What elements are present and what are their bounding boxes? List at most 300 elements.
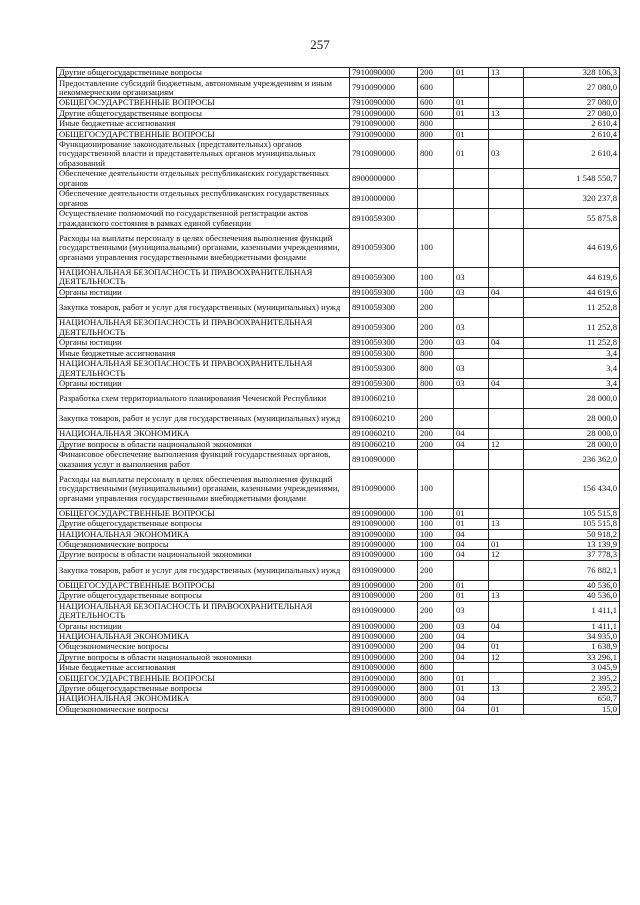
item-name-cell: Расходы на выплаты персоналу в целях обеспечения выполнения функций государственными (муниципальными) органами, казенными учреждениями, органами управления государственными внебюджетными фондами xyxy=(57,229,350,268)
table-row xyxy=(57,267,620,287)
expense-type-code-cell: 200 xyxy=(418,68,454,78)
expense-type-code-cell: 200 xyxy=(418,409,454,429)
section-code-cell: 03 xyxy=(454,287,489,297)
item-name-cell: Органы юстиции xyxy=(57,379,350,389)
amount-cell: 2 395,2 xyxy=(524,683,620,693)
subsection-code-cell xyxy=(489,601,524,621)
amount-cell: 3,4 xyxy=(524,348,620,358)
subsection-code-cell xyxy=(489,169,524,189)
page-number: 257 xyxy=(310,37,330,52)
section-code-cell: 01 xyxy=(454,508,489,518)
item-name-cell: ОБЩЕГОСУДАРСТВЕННЫЕ ВОПРОСЫ xyxy=(57,673,350,683)
table-row xyxy=(57,139,620,168)
target-article-code-cell: 8910059300 xyxy=(350,267,418,287)
expense-type-code-cell: 100 xyxy=(418,470,454,509)
expense-type-code-cell: 200 xyxy=(418,298,454,318)
subsection-code-cell: 04 xyxy=(489,338,524,348)
subsection-code-cell xyxy=(489,470,524,509)
section-code-cell xyxy=(454,298,489,318)
subsection-code-cell: 13 xyxy=(489,683,524,693)
amount-cell: 40 536,0 xyxy=(524,580,620,590)
item-name-cell: Иные бюджетные ассигнования xyxy=(57,119,350,129)
section-code-cell: 04 xyxy=(454,439,489,449)
expense-type-code-cell: 600 xyxy=(418,78,454,98)
table-row xyxy=(57,683,620,693)
target-article-code-cell: 8910060210 xyxy=(350,429,418,439)
target-article-code-cell: 8910059300 xyxy=(350,338,418,348)
section-code-cell: 03 xyxy=(454,338,489,348)
section-code-cell xyxy=(454,119,489,129)
expense-type-code-cell xyxy=(418,450,454,470)
item-name-cell: Другие общегосударственные вопросы xyxy=(57,683,350,693)
target-article-code-cell: 7910090000 xyxy=(350,68,418,78)
section-code-cell: 01 xyxy=(454,68,489,78)
table-row xyxy=(57,704,620,714)
table-row xyxy=(57,189,620,209)
subsection-code-cell xyxy=(489,560,524,580)
item-name-cell: НАЦИОНАЛЬНАЯ ЭКОНОМИКА xyxy=(57,631,350,641)
table-row xyxy=(57,318,620,338)
section-code-cell: 01 xyxy=(454,98,489,108)
table-row xyxy=(57,78,620,98)
item-name-cell: Закупка товаров, работ и услуг для государственных (муниципальных) нужд xyxy=(57,409,350,429)
budget-table-body xyxy=(57,68,620,715)
expense-type-code-cell: 200 xyxy=(418,642,454,652)
section-code-cell: 04 xyxy=(454,642,489,652)
expense-type-code-cell: 200 xyxy=(418,621,454,631)
expense-type-code-cell: 800 xyxy=(418,673,454,683)
amount-cell: 50 918,2 xyxy=(524,529,620,539)
section-code-cell: 03 xyxy=(454,379,489,389)
amount-cell: 28 000,0 xyxy=(524,389,620,409)
amount-cell: 328 106,3 xyxy=(524,68,620,78)
expense-type-code-cell: 100 xyxy=(418,508,454,518)
table-row xyxy=(57,673,620,683)
section-code-cell: 04 xyxy=(454,694,489,704)
subsection-code-cell xyxy=(489,694,524,704)
subsection-code-cell: 12 xyxy=(489,439,524,449)
subsection-code-cell: 13 xyxy=(489,108,524,118)
target-article-code-cell: 7910090000 xyxy=(350,108,418,118)
target-article-code-cell: 8910090000 xyxy=(350,621,418,631)
subsection-code-cell xyxy=(489,663,524,673)
section-code-cell: 03 xyxy=(454,359,489,379)
target-article-code-cell: 8910000000 xyxy=(350,189,418,209)
amount-cell: 15,0 xyxy=(524,704,620,714)
expense-type-code-cell: 200 xyxy=(418,429,454,439)
table-row xyxy=(57,169,620,189)
subsection-code-cell: 04 xyxy=(489,621,524,631)
section-code-cell: 01 xyxy=(454,139,489,168)
expense-type-code-cell: 800 xyxy=(418,694,454,704)
table-row xyxy=(57,529,620,539)
section-code-cell: 03 xyxy=(454,267,489,287)
amount-cell: 28 000,0 xyxy=(524,439,620,449)
amount-cell: 236 362,0 xyxy=(524,450,620,470)
table-row xyxy=(57,338,620,348)
amount-cell: 27 080,0 xyxy=(524,108,620,118)
item-name-cell: НАЦИОНАЛЬНАЯ БЕЗОПАСНОСТЬ И ПРАВООХРАНИТЕЛЬНАЯ ДЕЯТЕЛЬНОСТЬ xyxy=(57,318,350,338)
table-row xyxy=(57,631,620,641)
amount-cell: 11 252,8 xyxy=(524,318,620,338)
amount-cell: 11 252,8 xyxy=(524,298,620,318)
subsection-code-cell xyxy=(489,78,524,98)
budget-table xyxy=(56,67,620,715)
amount-cell: 320 237,8 xyxy=(524,189,620,209)
target-article-code-cell: 8910059300 xyxy=(350,287,418,297)
item-name-cell: НАЦИОНАЛЬНАЯ ЭКОНОМИКА xyxy=(57,529,350,539)
target-article-code-cell: 8910090000 xyxy=(350,663,418,673)
subsection-code-cell xyxy=(489,580,524,590)
item-name-cell: Общеэкономические вопросы xyxy=(57,642,350,652)
table-row xyxy=(57,348,620,358)
table-row xyxy=(57,68,620,78)
section-code-cell: 01 xyxy=(454,108,489,118)
table-row xyxy=(57,642,620,652)
item-name-cell: Иные бюджетные ассигнования xyxy=(57,663,350,673)
expense-type-code-cell: 100 xyxy=(418,287,454,297)
amount-cell: 3,4 xyxy=(524,379,620,389)
subsection-code-cell xyxy=(489,673,524,683)
expense-type-code-cell: 800 xyxy=(418,119,454,129)
table-row xyxy=(57,550,620,560)
amount-cell: 1 411,1 xyxy=(524,621,620,631)
target-article-code-cell: 7910090000 xyxy=(350,129,418,139)
subsection-code-cell: 03 xyxy=(489,139,524,168)
target-article-code-cell: 8910090000 xyxy=(350,704,418,714)
section-code-cell: 04 xyxy=(454,631,489,641)
subsection-code-cell xyxy=(489,429,524,439)
table-row xyxy=(57,98,620,108)
subsection-code-cell: 04 xyxy=(489,287,524,297)
item-name-cell: Функционирование законодательных (представительных) органов государственной власти и представительных органов муниципальных образований xyxy=(57,139,350,168)
item-name-cell: Разработка схем территориального планирования Чеченской Республики xyxy=(57,389,350,409)
section-code-cell xyxy=(454,560,489,580)
item-name-cell: Обеспечение деятельности отдельных республиканских государственных органов xyxy=(57,169,350,189)
subsection-code-cell: 01 xyxy=(489,704,524,714)
expense-type-code-cell: 800 xyxy=(418,129,454,139)
expense-type-code-cell xyxy=(418,389,454,409)
subsection-code-cell xyxy=(489,348,524,358)
expense-type-code-cell: 200 xyxy=(418,601,454,621)
target-article-code-cell: 8910090000 xyxy=(350,450,418,470)
target-article-code-cell: 8910090000 xyxy=(350,470,418,509)
target-article-code-cell: 8910090000 xyxy=(350,652,418,662)
target-article-code-cell: 7910090000 xyxy=(350,139,418,168)
target-article-code-cell: 8910090000 xyxy=(350,519,418,529)
item-name-cell: Другие общегосударственные вопросы xyxy=(57,591,350,601)
expense-type-code-cell: 200 xyxy=(418,591,454,601)
amount-cell: 34 935,0 xyxy=(524,631,620,641)
expense-type-code-cell: 800 xyxy=(418,359,454,379)
table-row xyxy=(57,470,620,509)
table-row xyxy=(57,229,620,268)
amount-cell: 40 536,0 xyxy=(524,591,620,601)
section-code-cell: 03 xyxy=(454,621,489,631)
item-name-cell: НАЦИОНАЛЬНАЯ БЕЗОПАСНОСТЬ И ПРАВООХРАНИТЕЛЬНАЯ ДЕЯТЕЛЬНОСТЬ xyxy=(57,267,350,287)
expense-type-code-cell xyxy=(418,169,454,189)
subsection-code-cell xyxy=(489,409,524,429)
table-row xyxy=(57,450,620,470)
item-name-cell: Обеспечение деятельности отдельных республиканских государственных органов xyxy=(57,189,350,209)
target-article-code-cell: 7910090000 xyxy=(350,98,418,108)
subsection-code-cell xyxy=(489,267,524,287)
item-name-cell: Осуществление полномочий по государственной регистрации актов гражданского состояния в рамках единой субвенции xyxy=(57,209,350,229)
amount-cell: 27 080,0 xyxy=(524,98,620,108)
item-name-cell: Закупка товаров, работ и услуг для государственных (муниципальных) нужд xyxy=(57,298,350,318)
target-article-code-cell: 8900000000 xyxy=(350,169,418,189)
subsection-code-cell: 12 xyxy=(489,550,524,560)
amount-cell: 55 875,8 xyxy=(524,209,620,229)
subsection-code-cell xyxy=(489,119,524,129)
table-row xyxy=(57,519,620,529)
table-row xyxy=(57,209,620,229)
table-row xyxy=(57,389,620,409)
table-row xyxy=(57,694,620,704)
table-row xyxy=(57,652,620,662)
table-row xyxy=(57,591,620,601)
subsection-code-cell xyxy=(489,359,524,379)
expense-type-code-cell: 600 xyxy=(418,98,454,108)
item-name-cell: Другие вопросы в области национальной экономики xyxy=(57,652,350,662)
amount-cell: 13 139,9 xyxy=(524,539,620,549)
item-name-cell: Органы юстиции xyxy=(57,338,350,348)
table-row xyxy=(57,560,620,580)
section-code-cell xyxy=(454,78,489,98)
amount-cell: 105 515,8 xyxy=(524,519,620,529)
subsection-code-cell: 13 xyxy=(489,519,524,529)
item-name-cell: Предоставление субсидий бюджетным, автономным учреждениям и иным некоммерческим организациям xyxy=(57,78,350,98)
table-row xyxy=(57,621,620,631)
expense-type-code-cell: 100 xyxy=(418,519,454,529)
expense-type-code-cell: 800 xyxy=(418,379,454,389)
item-name-cell: НАЦИОНАЛЬНАЯ ЭКОНОМИКА xyxy=(57,694,350,704)
subsection-code-cell xyxy=(489,209,524,229)
target-article-code-cell: 8910060210 xyxy=(350,409,418,429)
target-article-code-cell: 8910090000 xyxy=(350,529,418,539)
table-row xyxy=(57,119,620,129)
section-code-cell: 01 xyxy=(454,683,489,693)
target-article-code-cell: 8910090000 xyxy=(350,560,418,580)
table-row xyxy=(57,580,620,590)
amount-cell: 37 778,3 xyxy=(524,550,620,560)
section-code-cell: 04 xyxy=(454,550,489,560)
table-row xyxy=(57,508,620,518)
section-code-cell: 03 xyxy=(454,318,489,338)
section-code-cell: 04 xyxy=(454,429,489,439)
amount-cell: 3 045,9 xyxy=(524,663,620,673)
subsection-code-cell xyxy=(489,631,524,641)
subsection-code-cell xyxy=(489,508,524,518)
section-code-cell: 01 xyxy=(454,580,489,590)
item-name-cell: Иные бюджетные ассигнования xyxy=(57,348,350,358)
expense-type-code-cell: 800 xyxy=(418,704,454,714)
subsection-code-cell xyxy=(489,189,524,209)
item-name-cell: Другие вопросы в области национальной экономики xyxy=(57,439,350,449)
subsection-code-cell xyxy=(489,450,524,470)
section-code-cell xyxy=(454,209,489,229)
section-code-cell xyxy=(454,470,489,509)
target-article-code-cell: 8910090000 xyxy=(350,508,418,518)
section-code-cell: 01 xyxy=(454,591,489,601)
section-code-cell xyxy=(454,663,489,673)
section-code-cell xyxy=(454,348,489,358)
expense-type-code-cell: 800 xyxy=(418,139,454,168)
section-code-cell xyxy=(454,389,489,409)
table-row xyxy=(57,409,620,429)
expense-type-code-cell xyxy=(418,189,454,209)
item-name-cell: Расходы на выплаты персоналу в целях обеспечения выполнения функций государственными (муниципальными) органами, казенными учреждениями, органами управления государственными внебюджетными фондами xyxy=(57,470,350,509)
subsection-code-cell xyxy=(489,529,524,539)
section-code-cell xyxy=(454,169,489,189)
amount-cell: 2 610,4 xyxy=(524,119,620,129)
item-name-cell: Общеэкономические вопросы xyxy=(57,704,350,714)
section-code-cell: 04 xyxy=(454,652,489,662)
expense-type-code-cell: 800 xyxy=(418,683,454,693)
amount-cell: 28 000,0 xyxy=(524,409,620,429)
target-article-code-cell: 8910059300 xyxy=(350,229,418,268)
subsection-code-cell: 12 xyxy=(489,652,524,662)
amount-cell: 156 434,0 xyxy=(524,470,620,509)
table-row xyxy=(57,359,620,379)
item-name-cell: ОБЩЕГОСУДАРСТВЕННЫЕ ВОПРОСЫ xyxy=(57,508,350,518)
target-article-code-cell: 8910090000 xyxy=(350,539,418,549)
amount-cell: 3,4 xyxy=(524,359,620,379)
amount-cell: 44 619,6 xyxy=(524,287,620,297)
item-name-cell: НАЦИОНАЛЬНАЯ ЭКОНОМИКА xyxy=(57,429,350,439)
amount-cell: 1 548 550,7 xyxy=(524,169,620,189)
item-name-cell: Другие общегосударственные вопросы xyxy=(57,519,350,529)
section-code-cell: 04 xyxy=(454,529,489,539)
item-name-cell: Другие общегосударственные вопросы xyxy=(57,68,350,78)
subsection-code-cell xyxy=(489,129,524,139)
amount-cell: 44 619,6 xyxy=(524,229,620,268)
subsection-code-cell xyxy=(489,318,524,338)
expense-type-code-cell: 200 xyxy=(418,318,454,338)
amount-cell: 76 882,1 xyxy=(524,560,620,580)
target-article-code-cell: 8910060210 xyxy=(350,389,418,409)
section-code-cell: 01 xyxy=(454,519,489,529)
expense-type-code-cell: 200 xyxy=(418,631,454,641)
target-article-code-cell: 8910090000 xyxy=(350,673,418,683)
target-article-code-cell: 8910059300 xyxy=(350,318,418,338)
target-article-code-cell: 8910090000 xyxy=(350,591,418,601)
target-article-code-cell: 8910059300 xyxy=(350,348,418,358)
amount-cell: 105 515,8 xyxy=(524,508,620,518)
section-code-cell: 04 xyxy=(454,539,489,549)
subsection-code-cell xyxy=(489,389,524,409)
expense-type-code-cell: 200 xyxy=(418,560,454,580)
expense-type-code-cell: 200 xyxy=(418,652,454,662)
expense-type-code-cell: 100 xyxy=(418,550,454,560)
item-name-cell: Общеэкономические вопросы xyxy=(57,539,350,549)
target-article-code-cell: 8910060210 xyxy=(350,439,418,449)
subsection-code-cell xyxy=(489,229,524,268)
subsection-code-cell: 01 xyxy=(489,642,524,652)
table-row xyxy=(57,129,620,139)
expense-type-code-cell: 800 xyxy=(418,348,454,358)
table-row xyxy=(57,601,620,621)
subsection-code-cell: 13 xyxy=(489,68,524,78)
amount-cell: 650,7 xyxy=(524,694,620,704)
subsection-code-cell xyxy=(489,98,524,108)
section-code-cell: 03 xyxy=(454,601,489,621)
expense-type-code-cell: 200 xyxy=(418,439,454,449)
target-article-code-cell: 8910090000 xyxy=(350,642,418,652)
item-name-cell: ОБЩЕГОСУДАРСТВЕННЫЕ ВОПРОСЫ xyxy=(57,98,350,108)
amount-cell: 33 296,1 xyxy=(524,652,620,662)
table-row xyxy=(57,108,620,118)
target-article-code-cell: 8910090000 xyxy=(350,694,418,704)
subsection-code-cell xyxy=(489,298,524,318)
expense-type-code-cell: 200 xyxy=(418,338,454,348)
amount-cell: 2 610,4 xyxy=(524,129,620,139)
target-article-code-cell: 8910059300 xyxy=(350,379,418,389)
amount-cell: 28 000,0 xyxy=(524,429,620,439)
subsection-code-cell: 13 xyxy=(489,591,524,601)
amount-cell: 2 610,4 xyxy=(524,139,620,168)
item-name-cell: ОБЩЕГОСУДАРСТВЕННЫЕ ВОПРОСЫ xyxy=(57,129,350,139)
target-article-code-cell: 7910090000 xyxy=(350,119,418,129)
expense-type-code-cell: 100 xyxy=(418,529,454,539)
item-name-cell: Органы юстиции xyxy=(57,621,350,631)
target-article-code-cell: 8910090000 xyxy=(350,550,418,560)
target-article-code-cell: 8910059300 xyxy=(350,359,418,379)
target-article-code-cell: 8910090000 xyxy=(350,580,418,590)
section-code-cell: 01 xyxy=(454,129,489,139)
target-article-code-cell: 7910090000 xyxy=(350,78,418,98)
amount-cell: 44 619,6 xyxy=(524,267,620,287)
item-name-cell: Финансовое обеспечение выполнения функций государственных органов, оказания услуг и выполнения работ xyxy=(57,450,350,470)
target-article-code-cell: 8910059300 xyxy=(350,209,418,229)
table-row xyxy=(57,663,620,673)
target-article-code-cell: 8910090000 xyxy=(350,631,418,641)
amount-cell: 11 252,8 xyxy=(524,338,620,348)
section-code-cell: 04 xyxy=(454,704,489,714)
item-name-cell: Органы юстиции xyxy=(57,287,350,297)
expense-type-code-cell: 600 xyxy=(418,108,454,118)
expense-type-code-cell: 100 xyxy=(418,539,454,549)
item-name-cell: Другие общегосударственные вопросы xyxy=(57,108,350,118)
item-name-cell: ОБЩЕГОСУДАРСТВЕННЫЕ ВОПРОСЫ xyxy=(57,580,350,590)
table-row xyxy=(57,439,620,449)
expense-type-code-cell: 800 xyxy=(418,663,454,673)
table-row xyxy=(57,379,620,389)
section-code-cell xyxy=(454,409,489,429)
item-name-cell: Другие вопросы в области национальной экономики xyxy=(57,550,350,560)
subsection-code-cell: 01 xyxy=(489,539,524,549)
amount-cell: 1 411,1 xyxy=(524,601,620,621)
table-row xyxy=(57,429,620,439)
item-name-cell: НАЦИОНАЛЬНАЯ БЕЗОПАСНОСТЬ И ПРАВООХРАНИТЕЛЬНАЯ ДЕЯТЕЛЬНОСТЬ xyxy=(57,359,350,379)
section-code-cell xyxy=(454,450,489,470)
table-row xyxy=(57,539,620,549)
amount-cell: 27 080,0 xyxy=(524,78,620,98)
expense-type-code-cell: 100 xyxy=(418,229,454,268)
expense-type-code-cell xyxy=(418,209,454,229)
target-article-code-cell: 8910090000 xyxy=(350,683,418,693)
subsection-code-cell: 04 xyxy=(489,379,524,389)
target-article-code-cell: 8910059300 xyxy=(350,298,418,318)
amount-cell: 1 638,9 xyxy=(524,642,620,652)
item-name-cell: Закупка товаров, работ и услуг для государственных (муниципальных) нужд xyxy=(57,560,350,580)
expense-type-code-cell: 200 xyxy=(418,580,454,590)
section-code-cell xyxy=(454,189,489,209)
table-row xyxy=(57,298,620,318)
table-row xyxy=(57,287,620,297)
target-article-code-cell: 8910090000 xyxy=(350,601,418,621)
item-name-cell: НАЦИОНАЛЬНАЯ БЕЗОПАСНОСТЬ И ПРАВООХРАНИТЕЛЬНАЯ ДЕЯТЕЛЬНОСТЬ xyxy=(57,601,350,621)
